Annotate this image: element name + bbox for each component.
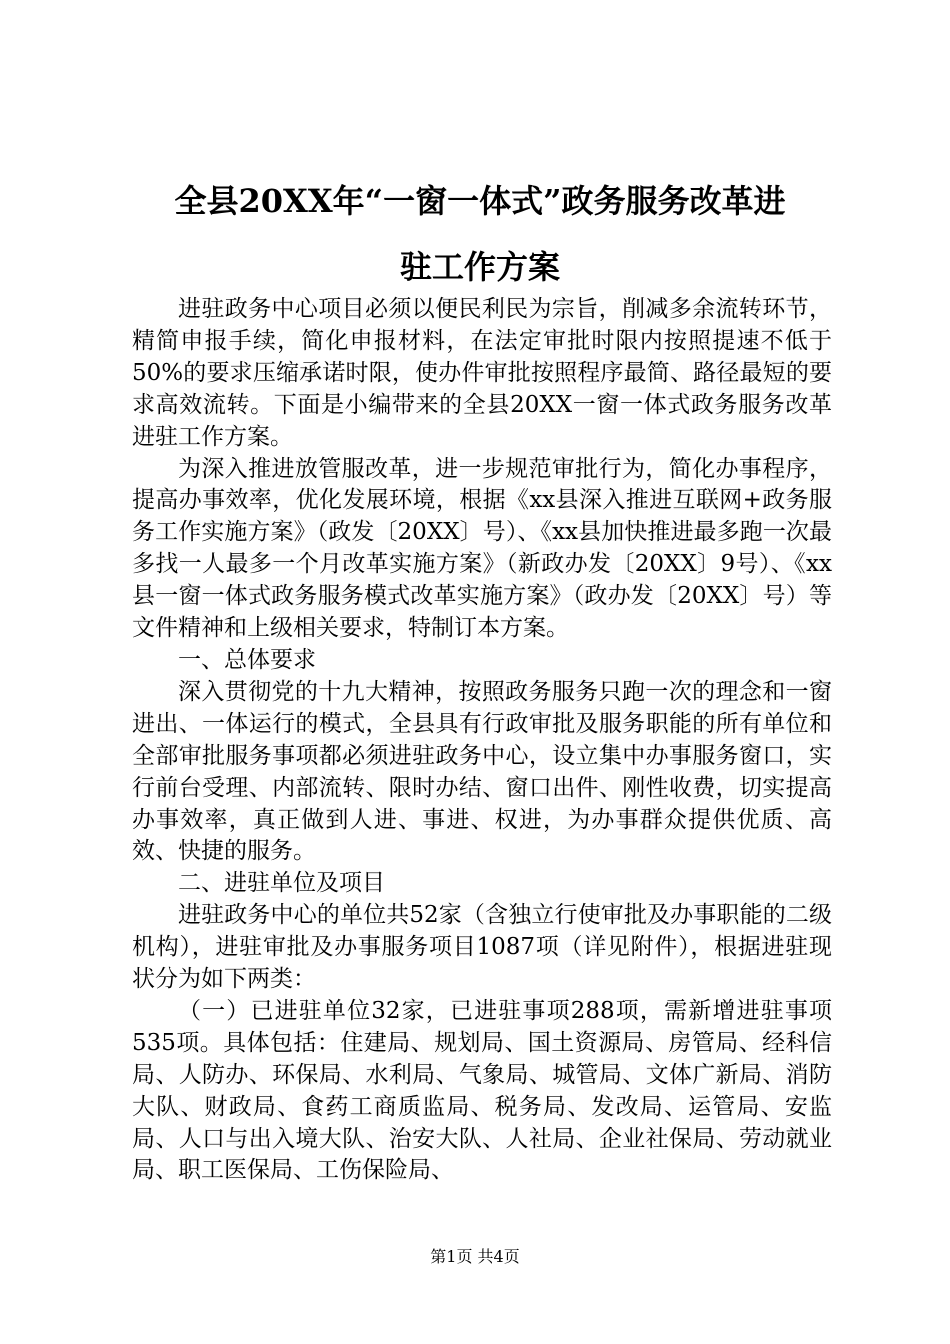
document-body <box>132 294 832 1187</box>
paragraph-basis: 为深入推进放管服改革，进一步规范审批行为，简化办事程序，提高办事效率，优化发展环境，根据《xx县深入推进互联网+政务服务工作实施方案》（政发〔20XX〕号）、《xx县加快推进最多跑一次最多找一人最多一个月改革实施方案》（新政办发〔20XX〕9号）、《xx县一窗一体式政务服务模式改革实施方案》（政办发〔20XX〕号）等文件精神和上级相关要求，特制订本方案。 <box>132 455 832 642</box>
section-heading-units-and-items: 二、进驻单位及项目 <box>178 870 385 897</box>
document-title <box>110 168 850 300</box>
page-footer: 第1页 共4页 <box>430 1247 520 1266</box>
title-line-2: 驻工作方案 <box>399 248 560 286</box>
paragraph-intro: 进驻政务中心项目必须以便民利民为宗旨，削减多余流转环节，精简申报手续，简化申报材料，在法定审批时限内按照提速不低于50%的要求压缩承诺时限，使办件审批按照程序最简、路径最短的要求高效流转。下面是小编带来的全县20XX一窗一体式政务服务改革进驻工作方案。 <box>132 296 832 450</box>
paragraph-general-requirements: 深入贯彻党的十九大精神，按照政务服务只跑一次的理念和一窗进出、一体运行的模式，全县具有行政审批及服务职能的所有单位和全部审批服务事项都必须进驻政务中心，设立集中办事服务窗口，实行前台受理、内部流转、限时办结、窗口出件、刚性收费，切实提高办事效率，真正做到人进、事进、权进，为办事群众提供优质、高效、快捷的服务。 <box>132 678 832 865</box>
paragraph-entered-units: （一）已进驻单位32家，已进驻事项288项，需新增进驻事项535项。具体包括：住建局、规划局、国土资源局、房管局、经科信局、人防办、环保局、水利局、气象局、城管局、文体广新局、消防大队、财政局、食药工商质监局、税务局、发改局、运管局、安监局、人口与出入境大队、治安大队、人社局、企业社保局、劳动就业局、职工医保局、工伤保险局、 <box>132 997 832 1184</box>
paragraph-units-and-items: 进驻政务中心的单位共52家（含独立行使审批及办事职能的二级机构），进驻审批及办事服务项目1087项（详见附件），根据进驻现状分为如下两类： <box>132 902 832 993</box>
title-line-1: 全县20XX年“一窗一体式”政务服务改革进 <box>174 182 786 220</box>
section-heading-general-requirements: 一、总体要求 <box>178 646 316 673</box>
